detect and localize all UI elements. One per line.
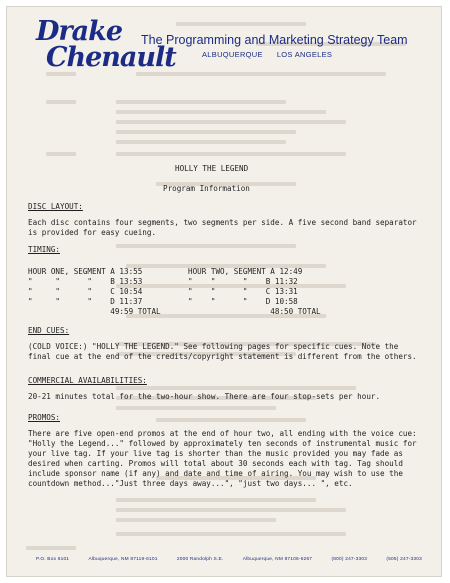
document-title: HOLLY THE LEGEND [175, 164, 249, 173]
document-page [6, 6, 442, 577]
timing-row: " " " D 11:37 " " " D 10:58 [28, 297, 298, 306]
logo-line-1: Drake [36, 16, 123, 47]
logo-line-2: Chenault [46, 42, 176, 73]
promos-text: There are five open-end promos at the end of hour two, all ending with the voice cue: "Holly the Legend..." followed by approximately ten seconds of instrumental music for your live tag. If your live tag is shorter than the music provided you may fade as desired when carting. Promos will total about 30 seconds each with tag. Tag should include sponsor name (if any) and date and time of airing. You may wish to use the countdown method..."Just three days away...", "just two days... ", etc. [28, 429, 417, 488]
footer-city-2: Albuquerque, NM 87106-6267 [242, 557, 313, 562]
letterhead-cities [202, 50, 346, 59]
end-cues-heading: END CUES: [28, 326, 70, 335]
city-albuquerque: ALBUQUERQUE [202, 50, 263, 59]
commercial-heading: COMMERCIAL AVAILABILITIES: [28, 376, 147, 385]
letterhead-tagline: The Programming and Marketing Strategy Team [141, 33, 408, 47]
timing-total-row: 49:59 TOTAL 48:50 TOTAL [28, 307, 321, 316]
timing-row: HOUR ONE, SEGMENT A 13:55 HOUR TWO, SEGMENT A 12:49 [28, 267, 303, 276]
end-cues-text: (COLD VOICE:) "HOLLY THE LEGEND." See following pages for specific cues. Note the final cue at the end of the credits/copyright statement is different from the others. [28, 342, 417, 361]
footer-phone-2: (505) 247-3303 [386, 557, 422, 562]
footer-phone-1: (800) 247-3303 [331, 557, 368, 562]
promos-heading: PROMOS: [28, 413, 61, 422]
letterhead-footer [36, 557, 422, 562]
disc-layout-text: Each disc contains four segments, two segments per side. A five second band separator is provided for easy cueing. [28, 218, 417, 237]
city-los-angeles: LOS ANGELES [276, 50, 333, 59]
footer-street: 2000 Randolph S.E. [176, 557, 224, 562]
document-subtitle: Program Information [163, 184, 250, 193]
timing-row: " " " B 13:53 " " " B 11:32 [28, 277, 298, 286]
footer-po-box: P.O. Box 6101 [36, 557, 70, 562]
disc-layout-heading: DISC LAYOUT: [28, 202, 83, 211]
timing-row: " " " C 10:54 " " " C 13:31 [28, 287, 298, 296]
footer-city-1: Albuquerque, NM 87119-6101 [88, 557, 158, 562]
commercial-text: 20-21 minutes total for the two-hour show. There are four stop-sets per hour. [28, 392, 381, 401]
timing-heading: TIMING: [28, 245, 61, 254]
